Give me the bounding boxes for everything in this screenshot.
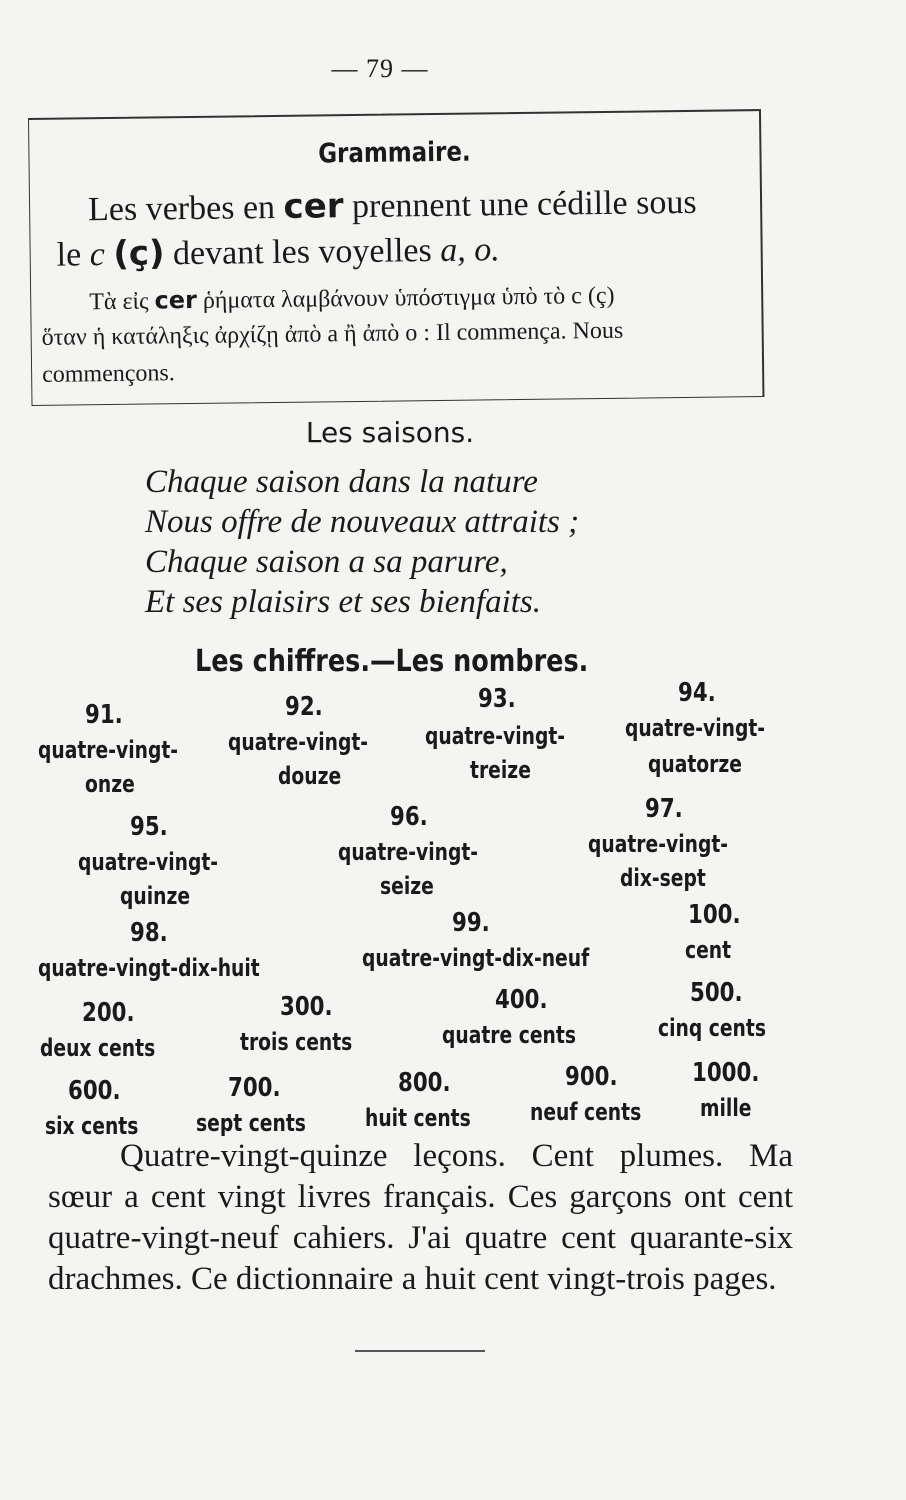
word-700: sept cents (196, 1109, 306, 1137)
word-97-line-1: quatre-vingt- (588, 830, 729, 858)
number-91: 91. (85, 700, 123, 730)
poem-line-1: Chaque saison dans la nature (145, 464, 538, 500)
number-93: 93. (478, 684, 516, 714)
word-200: deux cents (40, 1034, 156, 1062)
number-99: 99. (452, 908, 490, 938)
word-300: trois cents (240, 1028, 353, 1056)
word-91-line-1: quatre-vingt- (38, 736, 179, 764)
grammar-greek-line-2: ὅταν ἡ κατάληξις ἀρχίζῃ ἀπὸ a ἢ ἀπὸ o : Il commença. Nous (41, 317, 624, 351)
poem-line-2: Nous offre de nouveaux attraits ; (145, 504, 580, 540)
number-500: 500. (690, 978, 743, 1008)
poem-line-4: Et ses plaisirs et ses bienfaits. (145, 584, 541, 620)
number-300: 300. (280, 992, 333, 1022)
number-800: 800. (398, 1068, 451, 1098)
word-600: six cents (45, 1112, 139, 1140)
number-100: 100. (688, 900, 741, 930)
word-93-line-2: treize (470, 756, 531, 784)
word-96-line-1: quatre-vingt- (338, 838, 479, 866)
word-98: quatre-vingt-dix-huit (38, 954, 260, 982)
word-1000: mille (700, 1094, 752, 1122)
word-95-line-1: quatre-vingt- (78, 848, 219, 876)
grammar-rule-line-2: le c (ç) devant les voyelles a, o. (56, 231, 500, 274)
word-100: cent (685, 936, 732, 964)
number-900: 900. (565, 1062, 618, 1092)
word-99: quatre-vingt-dix-neuf (362, 944, 590, 972)
number-600: 600. (68, 1076, 121, 1106)
closing-text: Quatre-vingt-quinze leçons. Cent plumes. Ma sœur a cent vingt livres français. Ces garçons ont cent quatre-vingt-neuf cahiers. J'ai quatre cent quarante-six drachmes. Ce dictionnaire a huit cent vingt-trois pages. (48, 1138, 793, 1297)
word-95-line-2: quinze (120, 882, 191, 910)
poem-title: Les saisons. (305, 416, 475, 449)
word-92-line-2: douze (278, 762, 342, 790)
grammar-rule-line-1: Les verbes en cer prennent une cédille sous (87, 183, 697, 229)
numbers-title: Les chiffres.—Les nombres. (195, 644, 589, 679)
closing-paragraph (48, 1136, 793, 1300)
number-96: 96. (390, 802, 428, 832)
number-700: 700. (228, 1073, 281, 1103)
word-500: cinq cents (658, 1014, 766, 1042)
number-400: 400. (495, 985, 548, 1015)
number-94: 94. (678, 678, 716, 708)
word-94-line-2: quatorze (648, 750, 743, 778)
grammar-title: Grammaire. (318, 136, 471, 170)
grammar-greek-line-1: Τὰ εἰς cer ῥήματα λαμβάνουν ὑπόστιγμα ὑπὸ τὸ c (ç) (89, 282, 615, 316)
number-98: 98. (130, 918, 168, 948)
poem-line-3: Chaque saison a sa parure, (145, 544, 508, 580)
word-91-line-2: onze (85, 770, 135, 798)
word-92-line-1: quatre-vingt- (228, 728, 369, 756)
word-400: quatre cents (442, 1021, 576, 1049)
word-97-line-2: dix-sept (620, 864, 706, 892)
number-97: 97. (645, 794, 683, 824)
number-200: 200. (82, 998, 135, 1028)
end-rule (355, 1350, 485, 1352)
word-900: neuf cents (530, 1098, 642, 1126)
number-92: 92. (285, 692, 323, 722)
word-93-line-1: quatre-vingt- (425, 722, 566, 750)
grammar-box (28, 109, 764, 406)
grammar-greek-line-3: commençons. (41, 360, 175, 388)
word-96-line-2: seize (380, 872, 434, 900)
page-number: — 79 — (331, 54, 429, 83)
word-800: huit cents (365, 1104, 471, 1132)
word-94-line-1: quatre-vingt- (625, 714, 766, 742)
number-95: 95. (130, 812, 168, 842)
number-1000: 1000. (692, 1058, 760, 1088)
